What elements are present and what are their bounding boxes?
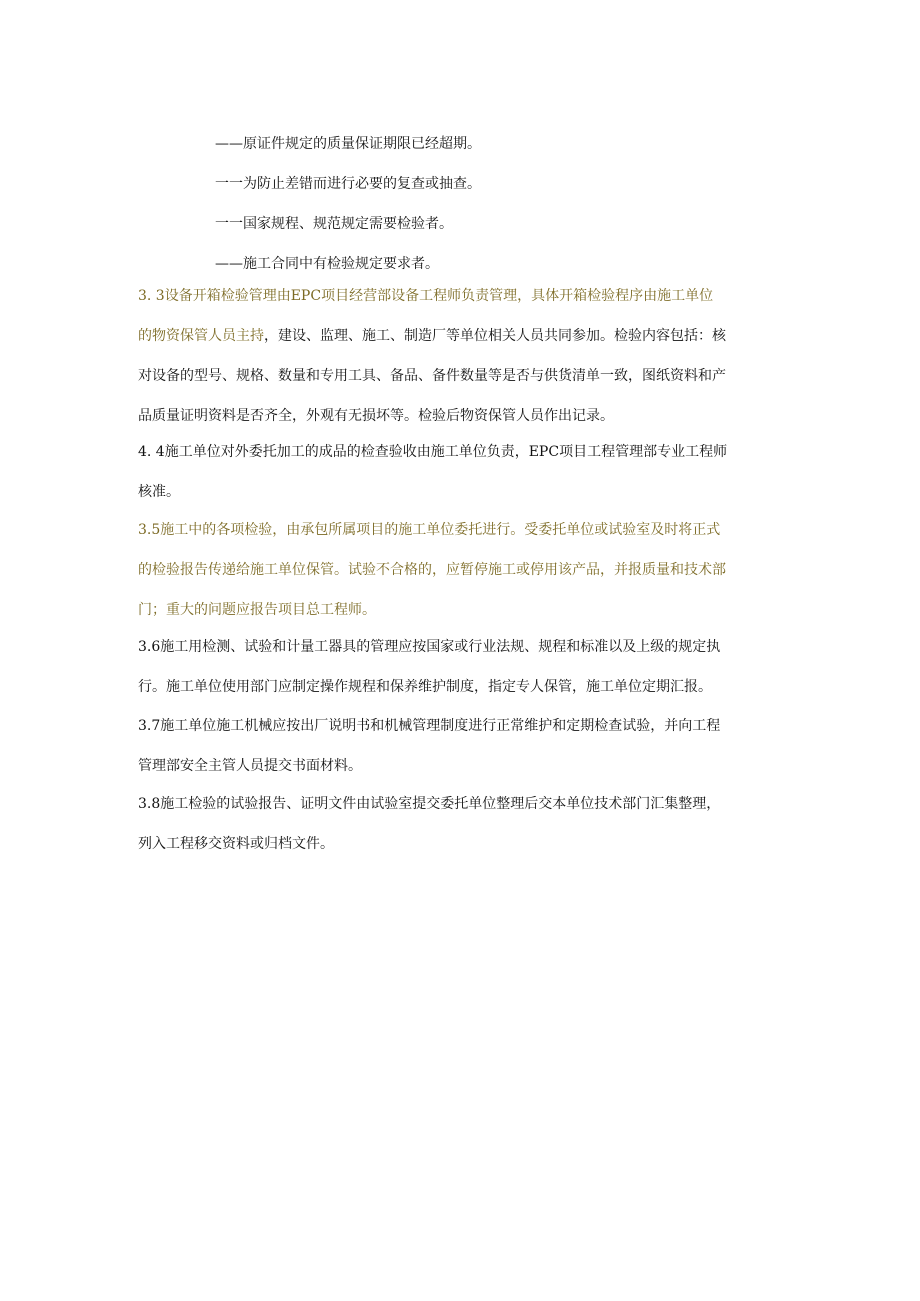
dark-text: 管理部安全主管人员提交书面材料。: [138, 758, 362, 774]
dark-text: ，建设、监理、施工、制造厂等单位相关人员共同参加。检验内容包括：核: [264, 328, 726, 344]
dark-text: 行。施工单位使用部门应制定操作规程和保养维护制度，指定专人保管，施工单位定期汇报。: [138, 679, 712, 695]
paragraph-3-5: [138, 510, 786, 630]
paragraph-line: [138, 550, 786, 590]
paragraph-line: [138, 356, 786, 396]
paragraph-line: [138, 472, 786, 512]
olive-text: 3.5施工中的各项检验，由承包所属项目的施工单位委托进行。受委托单位或试验室及时将正式: [138, 522, 721, 538]
paragraph-line: [138, 590, 786, 630]
paragraph-3-8: [138, 784, 786, 864]
bullet-item: ——原证件规定的质量保证期限已经超期。: [215, 136, 481, 152]
dark-text: 对设备的型号、规格、数量和专用工具、备品、备件数量等是否与供货清单一致，图纸资料和产: [138, 368, 726, 384]
paragraph-line: [138, 706, 786, 746]
dark-text: 3.6施工用检测、试验和计量工器具的管理应按国家或行业法规、规程和标准以及上级的规定执: [138, 639, 721, 655]
dark-text: 核准。: [138, 484, 180, 500]
paragraph-3-6: [138, 627, 786, 707]
olive-text: 的检验报告传递给施工单位保管。试验不合格的，应暂停施工或停用该产品，并报质量和技术部: [138, 562, 726, 578]
bullet-item: ——施工合同中有检验规定要求者。: [215, 256, 439, 272]
paragraph-line: [138, 396, 786, 436]
paragraph-line: [138, 746, 786, 786]
olive-text: 门；重大的问题应报告项目总工程师。: [138, 602, 376, 618]
dark-text: 4. 4施工单位对外委托加工的成品的检查验收由施工单位负责，EPC项目工程管理部专业工程师: [138, 444, 728, 460]
olive-text: 3. 3设备开箱检验管理由EPC项目经营部设备工程师负责管理，具体开箱检验程序由施工单位: [138, 288, 714, 304]
paragraph-4-4: [138, 432, 786, 512]
bullet-item: 一一国家规程、规范规定需要检验者。: [215, 216, 453, 232]
dark-text: 品质量证明资料是否齐全，外观有无损坏等。检验后物资保管人员作出记录。: [138, 408, 614, 424]
paragraph-line: [138, 667, 786, 707]
paragraph-line: [138, 784, 786, 824]
paragraph-line: [138, 510, 786, 550]
olive-text: 的物资保管人员主持: [138, 328, 264, 344]
paragraph-3-3: [138, 276, 786, 436]
paragraph-line: [138, 276, 786, 316]
dark-text: 列入工程移交资料或归档文件。: [138, 836, 334, 852]
dark-text: 3.8施工检验的试验报告、证明文件由试验室提交委托单位整理后交本单位技术部门汇集整理，: [138, 796, 721, 812]
dark-text: 3.7施工单位施工机械应按出厂说明书和机械管理制度进行正常维护和定期检查试验，并向工程: [138, 718, 721, 734]
paragraph-line: [138, 627, 786, 667]
paragraph-line: [138, 824, 786, 864]
paragraph-3-7: [138, 706, 786, 786]
bullet-item: 一一为防止差错而进行必要的复查或抽查。: [215, 176, 481, 192]
paragraph-line: [138, 316, 786, 356]
paragraph-line: [138, 432, 786, 472]
bullet-list: [215, 124, 775, 284]
